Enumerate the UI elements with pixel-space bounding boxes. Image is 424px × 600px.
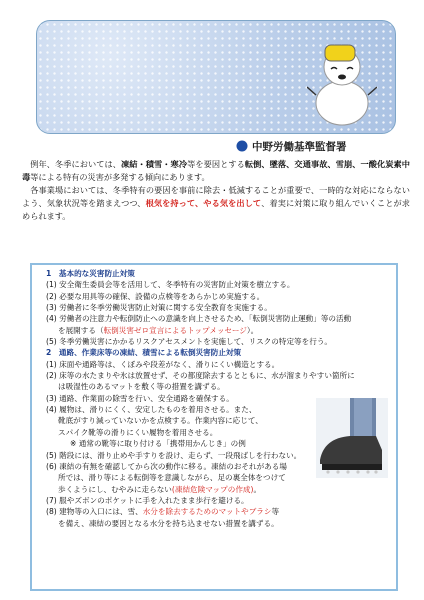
list-item: (1) 床面や通路等は、くぼみや段差がなく、滑りにくい構造とする。 — [46, 359, 280, 369]
list-item: を備え、凍結の要因となる水分を持ち込ませない措置を講ずる。 — [58, 518, 279, 528]
list-item: (3) 通路、作業面の除雪を行い、安全通路を確保する。 — [46, 393, 234, 403]
list-item: (2) 必要な用具等の確保、設備の点検等をあらかじめ実施する。 — [46, 291, 265, 301]
list-item: は吸湿性のあるマットを敷く等の措置を講ずる。 — [58, 382, 225, 392]
winter-banner — [36, 20, 396, 134]
office-name: 中野労働基準監督署 — [236, 138, 412, 154]
list-item: を展開する（転倒災害ゼロ宣言によるトップメッセージ）。 — [58, 325, 259, 335]
intro-text — [22, 158, 410, 223]
list-item: (7) 服やズボンのポケットに手を入れたまま歩行を避ける。 — [46, 495, 249, 505]
list-item: (5) 冬季労働災害にかかるリスクアセスメントを実施して、リスクの特定等を行う。 — [46, 337, 333, 347]
section-2-heading: 2 通路、作業床等の凍結、積雪による転倒災害防止対策 — [46, 348, 242, 358]
list-item: (8) 建物等の入口には、雪、水分を除去するためのマットやブラシ等 — [46, 507, 280, 517]
list-item: (2) 床等の水たまりや氷は放置せず、その都度除去するとともに、水が溜まりやすい箇所に — [46, 371, 355, 381]
list-item: (1) 安全衛生委員会等を活用して、冬季特有の災害防止対策を樹立する。 — [46, 280, 295, 290]
list-item: (6) 凍結の有無を確認してから次の動作に移る。凍結のおそれがある場 — [46, 461, 287, 471]
list-item: (3) 労働者に冬季労働災害防止対策に関する安全教育を実施する。 — [46, 303, 272, 313]
list-item: 歩くようにし、むやみに走らない(凍結危険マップの作成)。 — [58, 484, 262, 494]
intro-paragraph-1: 例年、冬季においては、凍結・積雪・寒冷等を要因とする転倒、墜落、交通事故、雪崩、一酸化炭素中毒等による特有の災害が多発する傾向にあります。 — [22, 159, 410, 183]
list-item: (4) 履物は、滑りにくく、安定したものを着用させる。また、 — [46, 405, 257, 415]
list-item: スパイク靴等の滑りにくい履物を着用させる。 — [58, 427, 218, 437]
ministry-logo-icon — [236, 140, 248, 152]
intro-paragraph-2: 各事業場においては、冬季特有の要因を事前に除去・低減することが重要で、一時的な対応にならないよう、気象状況等を踏まえつつ、根気を持って、やる気を出して、着実に対策に取り組んでいくことが求められます。 — [22, 185, 410, 222]
list-item: (5) 階段には、滑り止めや手すりを設け、走らず、一段飛ばしを行わない。 — [46, 450, 302, 460]
list-item: 所では、滑り等による転倒等を意識しながら、足の裏全体をつけて — [58, 473, 286, 483]
list-item: 靴底がすり減っていないかを点検する。作業内容に応じて、 — [58, 416, 263, 426]
section-1-heading: 1 基本的な災害防止対策 — [46, 269, 135, 278]
note-text: ※ 通常の靴等に取り付ける「携帯用かんじき」の例 — [70, 439, 246, 449]
snowman-illustration — [307, 29, 377, 127]
spiked-shoe-photo — [316, 398, 388, 478]
list-item: (4) 労働者の注意力や転倒防止への意識を向上させるため、「転倒災害防止運動」等の活動 — [46, 314, 352, 324]
